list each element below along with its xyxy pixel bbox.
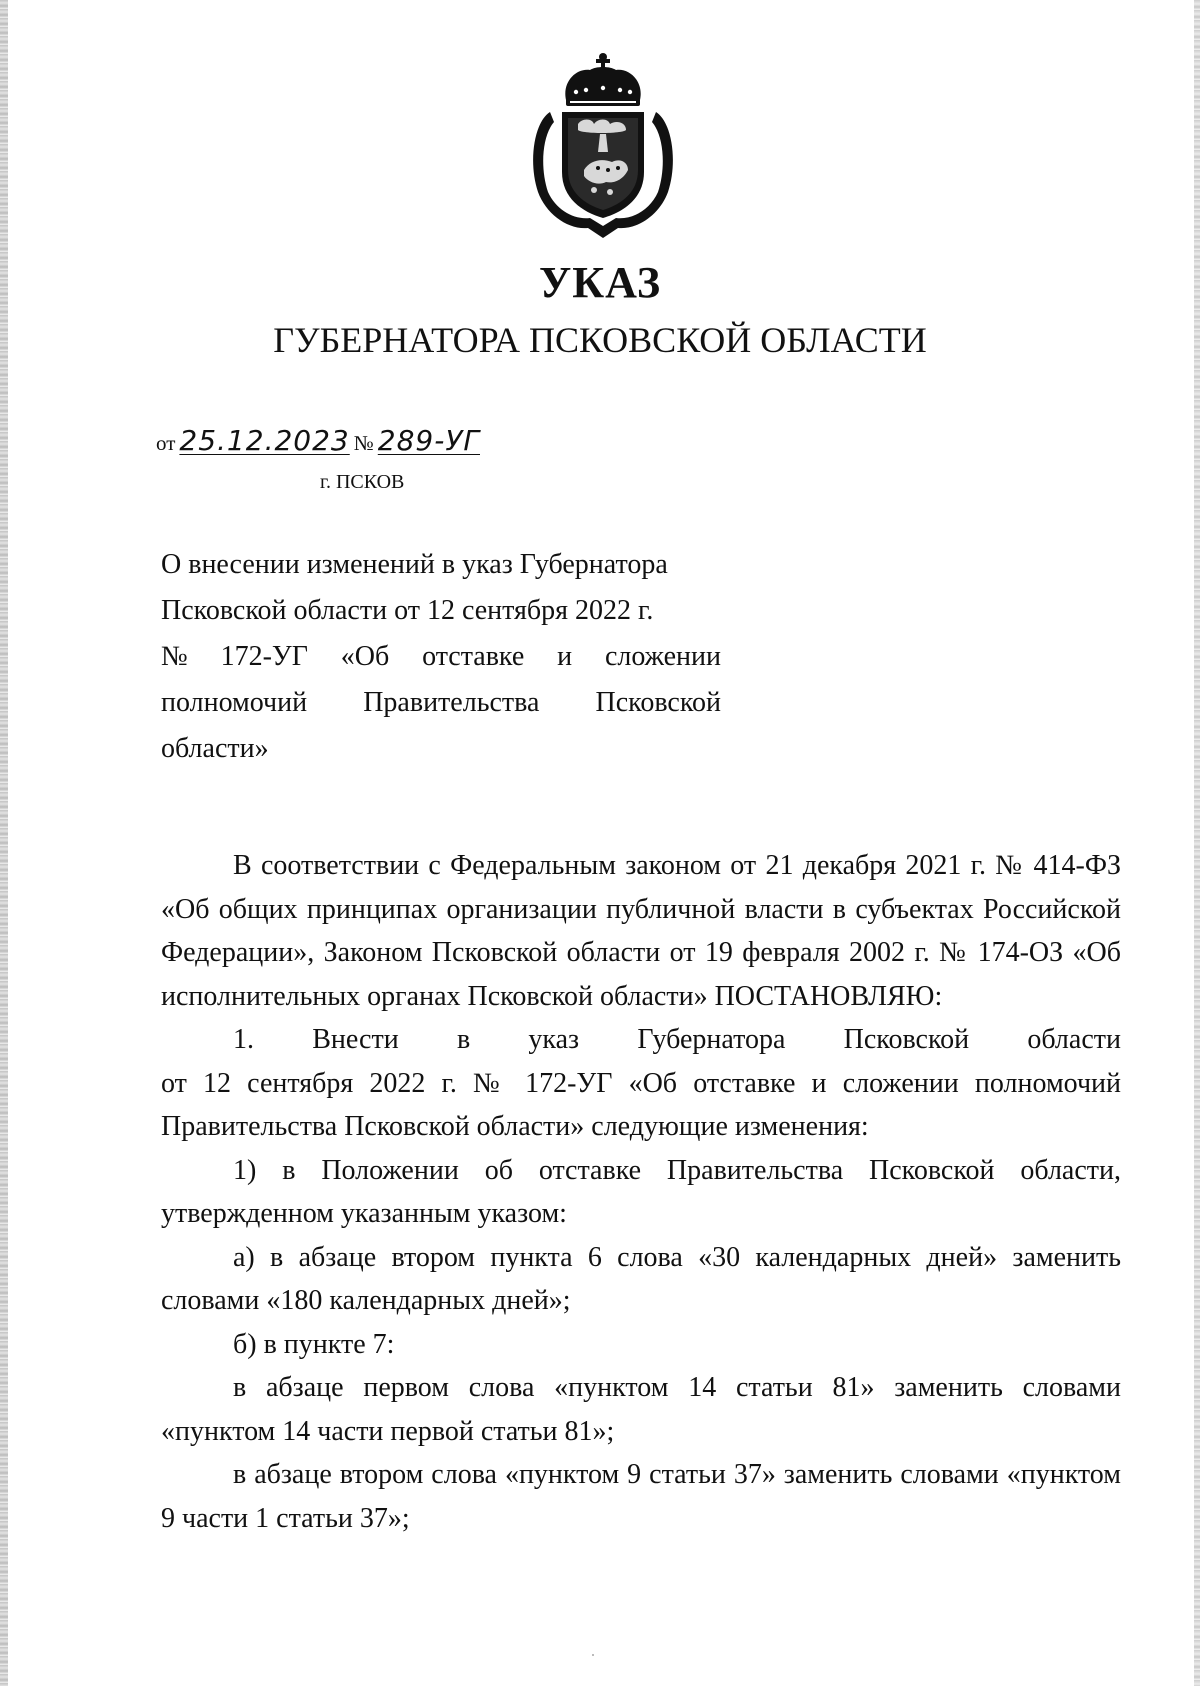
document-subject [161, 542, 721, 772]
scan-edge-right [1194, 0, 1200, 1686]
number-value: 289-УГ [377, 424, 480, 457]
document-subtitle: ГУБЕРНАТОРА ПСКОВСКОЙ ОБЛАСТИ [273, 320, 927, 360]
subject-word: полномочий [161, 687, 308, 718]
subject-word: Псковской [595, 687, 721, 718]
body-paragraph-preamble: В соответствии с Федеральным законом от 21 декабря 2021 г. № 414-ФЗ «Об общих принципах организации публичной власти в субъектах Российской Федерации», Законом Псковской области от 19 февраля 2002 г. № 174-ОЗ «Об исполнительных органах Псковской области» ПОСТАНОВЛЯЮ: [161, 850, 1121, 1012]
subject-line-justified [161, 634, 721, 680]
document-body [161, 844, 1121, 1540]
body-paragraph-subitem-b: б) в пункте 7: [233, 1328, 395, 1360]
date-prefix: от [156, 431, 176, 455]
subject-word: Правительства [363, 687, 540, 718]
body-word: Внести [312, 1024, 399, 1055]
subject-word: «Об [340, 641, 390, 672]
date-number-line [156, 426, 484, 458]
scan-edge-left [0, 0, 8, 1686]
subject-word: 172-УГ [220, 641, 308, 672]
subject-line: области» [161, 733, 269, 764]
subject-word: и [557, 641, 573, 672]
subject-word: отставке [422, 641, 525, 672]
date-value: 25.12.2023 [179, 424, 350, 457]
body-word: области [1027, 1024, 1121, 1055]
subject-line-justified [161, 680, 721, 726]
body-paragraph-subitem-a: а) в абзаце втором пункта 6 слова «30 календарных дней» заменить словами «180 календарных дней»; [161, 1241, 1121, 1316]
subject-line: О внесении изменений в указ Губернатора [161, 549, 668, 580]
body-paragraph-item-1-first-line [161, 1018, 1121, 1062]
pskov-coat-of-arms-icon [528, 52, 678, 238]
body-paragraph-item-1-continuation: от 12 сентября 2022 г. № 172-УГ «Об отставке и сложении полномочий Правительства Псковской области» следующие изменения: [161, 1067, 1121, 1142]
city-label: г. ПСКОВ [320, 471, 405, 493]
number-prefix: № [353, 431, 374, 455]
document-title: УКАЗ [538, 258, 662, 307]
body-paragraph-subitem-1: 1) в Положении об отставке Правительства Псковской области, утвержденном указанным указом: [161, 1154, 1121, 1229]
body-word: в [456, 1024, 471, 1055]
body-word: Псковской [843, 1024, 970, 1055]
scan-speck [592, 1654, 594, 1656]
body-paragraph-clause-first: в абзаце первом слова «пунктом 14 статьи 81» заменить словами «пунктом 14 части первой статьи 81»; [161, 1372, 1121, 1447]
body-paragraph-clause-second: в абзаце втором слова «пунктом 9 статьи 37» заменить словами «пунктом 9 части 1 статьи 37»; [161, 1459, 1121, 1534]
body-word: 1. [233, 1024, 254, 1055]
subject-word: № [161, 641, 188, 672]
subject-line: Псковской области от 12 сентября 2022 г. [161, 595, 654, 626]
body-word: указ [528, 1024, 580, 1055]
body-word: Губернатора [637, 1024, 786, 1055]
subject-word: сложении [604, 641, 721, 672]
